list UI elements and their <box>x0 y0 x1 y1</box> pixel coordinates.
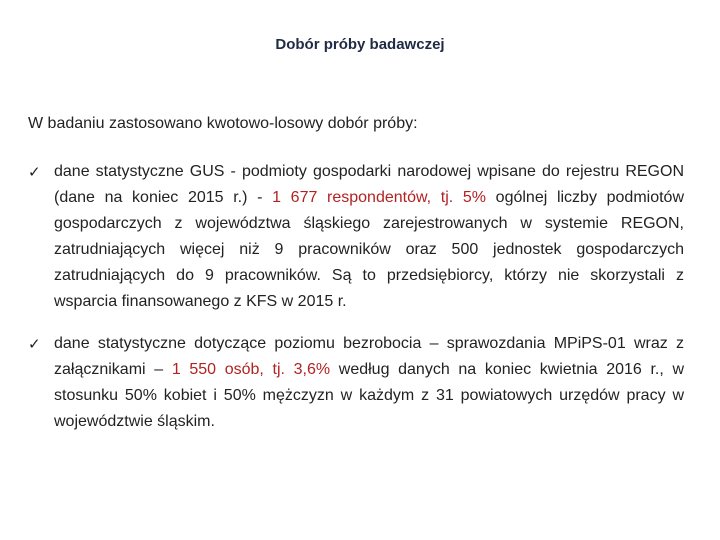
bullet-text: dane statystyczne dotyczące poziomu bezrobocia – sprawozdania MPiPS-01 wraz z załącznikami – <box>54 335 684 378</box>
highlight-text: 1 550 osób, tj. 3,6% <box>171 361 331 378</box>
slide-title: Dobór próby badawczej <box>275 36 445 53</box>
checkmark-icon: ✓ <box>28 163 41 181</box>
highlight-text: 1 677 respondentów, tj. 5% <box>272 189 487 206</box>
bullet-item-gus <box>28 159 684 315</box>
bullet-list <box>28 159 684 451</box>
bullet-text: ogólnej liczby podmiotów gospodarczych z województwa śląskiego zarejestrowanych w systemie REGON, zatrudniających więcej niż 9 pracowników oraz 500 jednostek gospodarczych zatrudniających do 9 pracowników. Są to przedsiębiorcy, którzy nie skorzystali z wsparcia finansowanego z KFS w 2015 r. <box>54 189 684 310</box>
bullet-text: według danych na koniec kwietnia 2016 r., w stosunku 50% kobiet i 50% mężczyzn w każdym z 31 powiatowych urzędów pracy w województwie śląskim. <box>54 361 685 430</box>
intro-text: W badaniu zastosowano kwotowo-losowy dobór próby: <box>28 115 418 132</box>
checkmark-icon: ✓ <box>28 335 41 353</box>
bullet-text: dane statystyczne GUS - podmioty gospodarki narodowej wpisane do rejestru REGON (dane na koniec 2015 r.) - <box>54 163 684 206</box>
bullet-item-unemployment <box>28 331 684 435</box>
